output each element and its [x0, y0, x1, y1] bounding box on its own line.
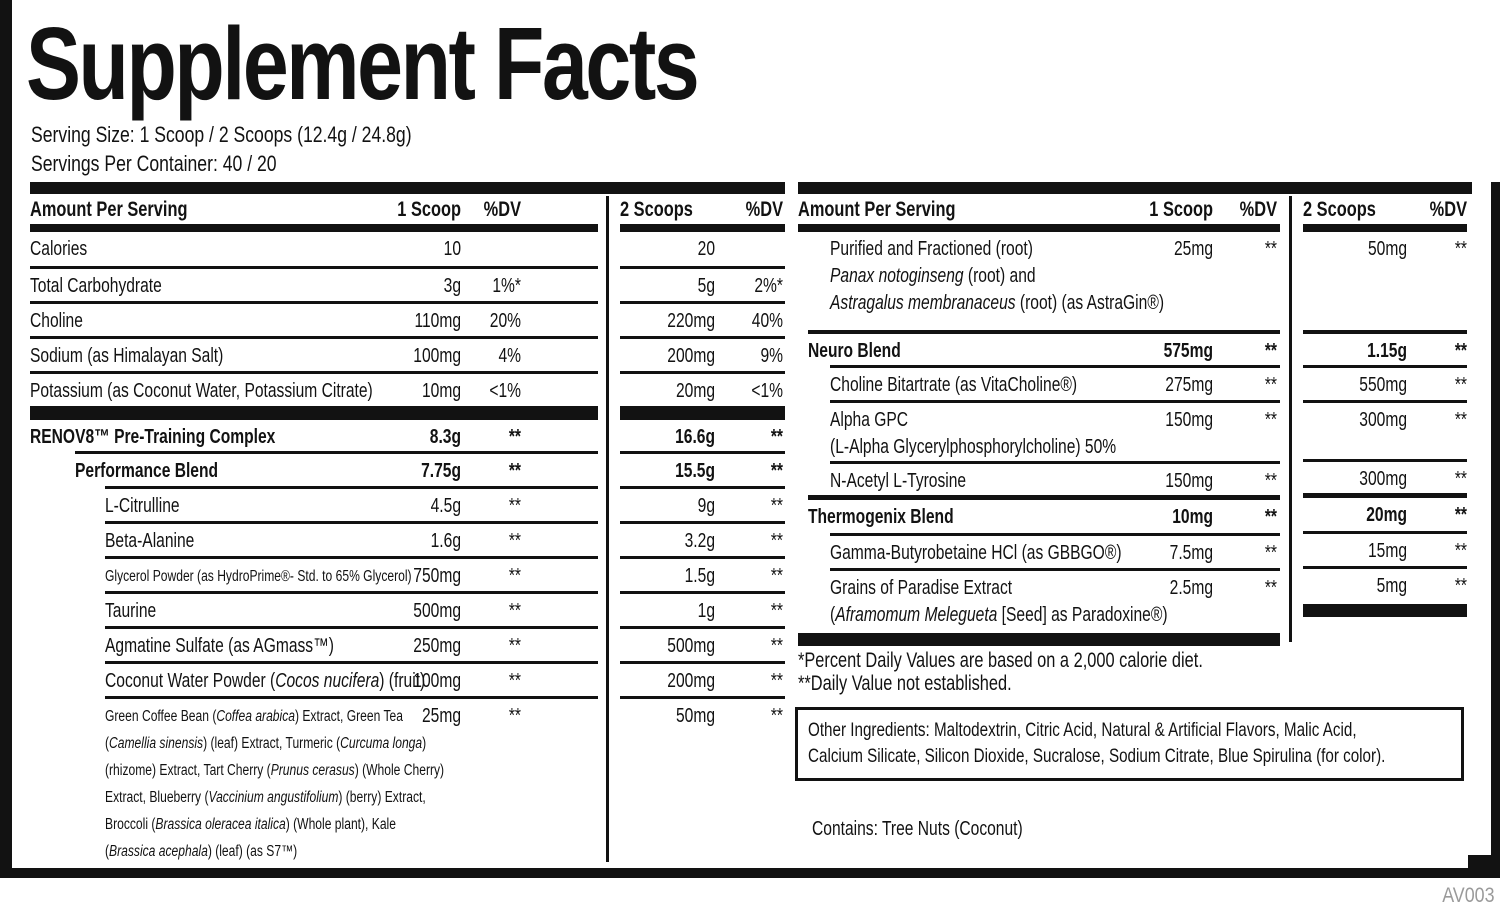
frame-right-bar — [1491, 182, 1500, 878]
table-row — [620, 521, 785, 556]
dv-cell: ** — [1264, 238, 1277, 260]
dv-cell: ** — [1454, 340, 1467, 362]
percent-dv-footnote: *Percent Daily Values are based on a 2,000 calorie diet. — [798, 649, 1203, 672]
amount-cell: 15.5g — [675, 460, 715, 482]
ingredient-name: Grains of Paradise Extract (Aframomum Melegueta [Seed] as Paradoxine®) — [830, 577, 1168, 626]
dv-cell: ** — [508, 530, 521, 552]
table-row — [620, 661, 785, 696]
amount-cell: 5mg — [1376, 575, 1407, 597]
right-main-header — [798, 194, 1280, 224]
amount-cell: 300mg — [1359, 409, 1407, 431]
ingredient-name: Coconut Water Powder (Cocos nucifera) (fruit) — [105, 670, 426, 692]
dv-cell: ** — [508, 670, 521, 692]
amount-cell: 20 — [697, 238, 715, 260]
servings-per-container-line: Servings Per Container: 40 / 20 — [31, 151, 277, 176]
table-row — [808, 495, 1280, 533]
table-row — [105, 556, 598, 591]
table-row — [1303, 400, 1467, 459]
amount-cell: 10mg — [421, 380, 461, 402]
table-row — [620, 591, 785, 626]
dv-cell: 20% — [489, 310, 521, 332]
table-row — [830, 461, 1280, 495]
dv-header: %DV — [1239, 198, 1277, 221]
amount-cell: 200mg — [667, 345, 715, 367]
section-bar — [1303, 604, 1467, 617]
dv-cell: ** — [508, 460, 521, 482]
dv-cell: ** — [1454, 468, 1467, 490]
other-ingredients-line1: Other Ingredients: Maltodextrin, Citric Acid, Natural & Artificial Flavors, Malic Acid, — [808, 719, 1357, 741]
section-bar — [798, 633, 1280, 646]
dv-cell: ** — [1264, 470, 1277, 492]
ingredient-name: Choline — [30, 310, 83, 332]
amount-cell: 100mg — [413, 345, 461, 367]
amount-cell: 10 — [443, 238, 461, 260]
right-facts-group — [798, 182, 1472, 646]
amount-cell: 550mg — [1359, 374, 1407, 396]
amount-per-serving-header: Amount Per Serving — [30, 198, 188, 221]
table-row — [75, 451, 598, 486]
table-row — [620, 486, 785, 521]
left-main-rows — [30, 232, 598, 865]
dv-cell: ** — [1264, 542, 1277, 564]
header-rule — [798, 224, 1280, 232]
table-row — [620, 556, 785, 591]
ingredient-name: Green Coffee Bean (Coffea arabica) Extract, Green Tea (Camellia sinensis) (leaf) Extract, Turmeric (Curcuma longa) (rhizome) Extract, Tart Cherry (Prunus cerasus) (Whole Cherry) Extract, Blueberry (Vaccinium angustifolium) (berry) Extract, Broccoli (Brassica oleracea italica) (Whole plant), Kale (Brassica acephala) (leaf) (as S7™) — [105, 708, 445, 860]
right-group-top-bar — [798, 182, 1472, 194]
dv-cell: ** — [770, 426, 783, 448]
ingredient-name: N-Acetyl L-Tyrosine — [830, 470, 967, 492]
amount-cell: 20mg — [1366, 504, 1407, 526]
table-row — [105, 661, 598, 696]
table-row — [830, 365, 1280, 400]
dv-header: %DV — [1429, 198, 1467, 221]
dv-cell: <1% — [489, 380, 521, 402]
dv-cell: ** — [508, 600, 521, 622]
dv-cell: 40% — [751, 310, 783, 332]
amount-cell: 150mg — [1165, 470, 1213, 492]
ingredient-name: Purified and Fractioned (root) Panax notoginseng (root) and Astragalus membranaceus (root) (as AstraGin®) — [830, 238, 1165, 314]
right-two-scoop-rows — [1303, 232, 1467, 631]
amount-cell: 1.6g — [430, 530, 461, 552]
dv-cell: ** — [770, 705, 783, 727]
dv-cell: ** — [1454, 238, 1467, 260]
two-scoops-header: 2 Scoops — [1303, 198, 1376, 221]
left-two-scoop-table — [620, 194, 785, 731]
footnotes — [798, 649, 1317, 695]
ingredient-name: Taurine — [105, 600, 157, 622]
dv-cell: ** — [508, 635, 521, 657]
amount-cell: 1.15g — [1367, 340, 1407, 362]
amount-cell: 50mg — [1367, 238, 1407, 260]
amount-cell: 500mg — [413, 600, 461, 622]
table-row — [620, 696, 785, 731]
amount-cell: 15mg — [1367, 540, 1407, 562]
dv-cell: ** — [508, 426, 521, 448]
amount-per-serving-header: Amount Per Serving — [798, 198, 956, 221]
dv-cell: <1% — [751, 380, 783, 402]
right-column-divider — [1289, 196, 1292, 642]
table-row — [620, 266, 785, 301]
table-row — [620, 451, 785, 486]
amount-cell: 1.5g — [684, 565, 715, 587]
dv-cell: ** — [1454, 504, 1467, 526]
amount-cell: 50mg — [675, 705, 715, 727]
left-main-table — [30, 194, 598, 865]
amount-cell: 20mg — [675, 380, 715, 402]
dv-cell: ** — [1264, 506, 1277, 528]
left-column-divider — [606, 196, 609, 862]
table-row — [620, 371, 785, 406]
table-row — [808, 330, 1280, 365]
dv-cell: ** — [1454, 575, 1467, 597]
dv-cell: ** — [770, 460, 783, 482]
table-row — [30, 232, 598, 266]
amount-cell: 16.6g — [675, 426, 715, 448]
amount-cell: 1g — [697, 600, 715, 622]
ingredient-name: Beta-Alanine — [105, 530, 195, 552]
dv-cell: ** — [508, 705, 521, 727]
dv-cell: ** — [770, 565, 783, 587]
amount-cell: 5g — [697, 275, 715, 297]
amount-cell: 4.5g — [430, 495, 461, 517]
ingredient-name: RENOV8™ Pre-Training Complex — [30, 426, 276, 448]
one-scoop-header: 1 Scoop — [1149, 198, 1213, 221]
table-row — [30, 336, 598, 371]
ingredient-name: Performance Blend — [75, 460, 219, 482]
amount-cell: 2.5mg — [1169, 577, 1213, 599]
ingredient-name: L-Citrulline — [105, 495, 180, 517]
amount-cell: 7.75g — [421, 460, 461, 482]
table-row — [1303, 365, 1467, 400]
amount-cell: 100mg — [413, 670, 461, 692]
ingredient-name: Agmatine Sulfate (as AGmass™) — [105, 635, 334, 657]
table-row — [30, 371, 598, 406]
dv-not-established-footnote: **Daily Value not established. — [798, 672, 1012, 695]
dv-cell: ** — [770, 495, 783, 517]
dv-cell: 4% — [498, 345, 521, 367]
section-bar — [30, 406, 598, 420]
dv-cell: 1%* — [492, 275, 521, 297]
dv-cell: ** — [1264, 577, 1277, 599]
ingredient-name: Potassium (as Coconut Water, Potassium Citrate) — [30, 380, 373, 402]
amount-cell: 10mg — [1172, 506, 1213, 528]
frame-bottom-bar — [0, 868, 1500, 878]
amount-cell: 110mg — [414, 310, 461, 332]
ingredient-name: Calories — [30, 238, 88, 260]
dv-cell: ** — [1454, 540, 1467, 562]
table-row — [30, 420, 598, 451]
left-two-scoop-header — [620, 194, 785, 224]
amount-cell: 275mg — [1165, 374, 1213, 396]
amount-cell: 150mg — [1165, 409, 1213, 431]
other-ingredients-box — [795, 707, 1464, 781]
table-row — [1303, 232, 1467, 330]
table-row — [620, 336, 785, 371]
table-row — [830, 400, 1280, 461]
amount-cell: 3g — [443, 275, 461, 297]
frame-corner-block — [1468, 855, 1500, 878]
ingredient-name: Sodium (as Himalayan Salt) — [30, 345, 224, 367]
left-two-scoop-rows — [620, 232, 785, 731]
frame-left-bar — [0, 0, 12, 878]
page-title: Supplement Facts — [26, 6, 698, 121]
amount-cell: 200mg — [667, 670, 715, 692]
amount-cell: 750mg — [413, 565, 461, 587]
table-row — [830, 533, 1280, 568]
table-row — [620, 301, 785, 336]
ingredient-name: Total Carbohydrate — [30, 275, 162, 297]
ingredient-name: Choline Bitartrate (as VitaCholine®) — [830, 374, 1078, 396]
amount-cell: 500mg — [667, 635, 715, 657]
dv-cell: ** — [770, 635, 783, 657]
amount-cell: 7.5mg — [1169, 542, 1213, 564]
header-rule — [1303, 224, 1467, 232]
dv-cell: ** — [770, 530, 783, 552]
table-row — [105, 696, 598, 865]
table-row — [1303, 566, 1467, 631]
ingredient-name: Gamma-Butyrobetaine HCl (as GBBGO®) — [830, 542, 1122, 564]
table-row — [30, 266, 598, 301]
dv-cell: 9% — [760, 345, 783, 367]
right-two-scoop-table — [1303, 194, 1467, 631]
dv-cell: ** — [770, 670, 783, 692]
table-row — [105, 591, 598, 626]
label-code: AV003 — [1441, 884, 1494, 907]
amount-cell: 25mg — [421, 705, 461, 727]
left-main-header — [30, 194, 598, 224]
dv-cell: ** — [1454, 374, 1467, 396]
table-row — [620, 420, 785, 451]
ingredient-name: Thermogenix Blend — [808, 506, 954, 528]
table-row — [620, 232, 785, 266]
ingredient-name: Neuro Blend — [808, 340, 901, 362]
dv-header: %DV — [745, 198, 783, 221]
section-bar — [620, 406, 785, 420]
dv-cell: ** — [508, 495, 521, 517]
allergen-statement: Contains: Tree Nuts (Coconut) — [812, 818, 1023, 840]
table-row — [1303, 330, 1467, 365]
left-facts-group — [30, 182, 785, 865]
dv-cell: ** — [770, 600, 783, 622]
ingredient-name: Alpha GPC (L-Alpha Glycerylphosphorylcholine) 50% — [830, 409, 1117, 458]
header-rule — [30, 224, 598, 232]
table-row — [1303, 459, 1467, 493]
header-rule — [620, 224, 785, 232]
dv-cell: ** — [1264, 374, 1277, 396]
dv-cell: ** — [1264, 340, 1277, 362]
table-row — [30, 301, 598, 336]
amount-cell: 8.3g — [429, 426, 461, 448]
right-two-scoop-header — [1303, 194, 1467, 224]
right-main-rows — [798, 232, 1280, 646]
dv-cell: ** — [1264, 409, 1277, 431]
table-row — [105, 486, 598, 521]
amount-cell: 220mg — [667, 310, 715, 332]
left-group-top-bar — [30, 182, 785, 194]
one-scoop-header: 1 Scoop — [397, 198, 461, 221]
amount-cell: 575mg — [1163, 340, 1213, 362]
amount-cell: 250mg — [413, 635, 461, 657]
table-row — [1303, 531, 1467, 566]
dv-header: %DV — [483, 198, 521, 221]
table-row — [830, 232, 1280, 330]
ingredient-name: Glycerol Powder (as HydroPrime®- Std. to 65% Glycerol) — [105, 568, 412, 585]
table-row — [105, 626, 598, 661]
table-row — [105, 521, 598, 556]
amount-cell: 3.2g — [684, 530, 715, 552]
amount-cell: 9g — [697, 495, 715, 517]
dv-cell: ** — [508, 565, 521, 587]
dv-cell: 2%* — [754, 275, 783, 297]
two-scoops-header: 2 Scoops — [620, 198, 693, 221]
amount-cell: 25mg — [1173, 238, 1213, 260]
other-ingredients-line2: Calcium Silicate, Silicon Dioxide, Sucralose, Sodium Citrate, Blue Spirulina (for color). — [808, 745, 1386, 767]
dv-cell: ** — [1454, 409, 1467, 431]
table-row — [620, 626, 785, 661]
table-row — [830, 568, 1280, 633]
table-row — [1303, 493, 1467, 531]
amount-cell: 300mg — [1359, 468, 1407, 490]
right-main-table — [798, 194, 1280, 646]
serving-size-line: Serving Size: 1 Scoop / 2 Scoops (12.4g / 24.8g) — [31, 122, 412, 147]
